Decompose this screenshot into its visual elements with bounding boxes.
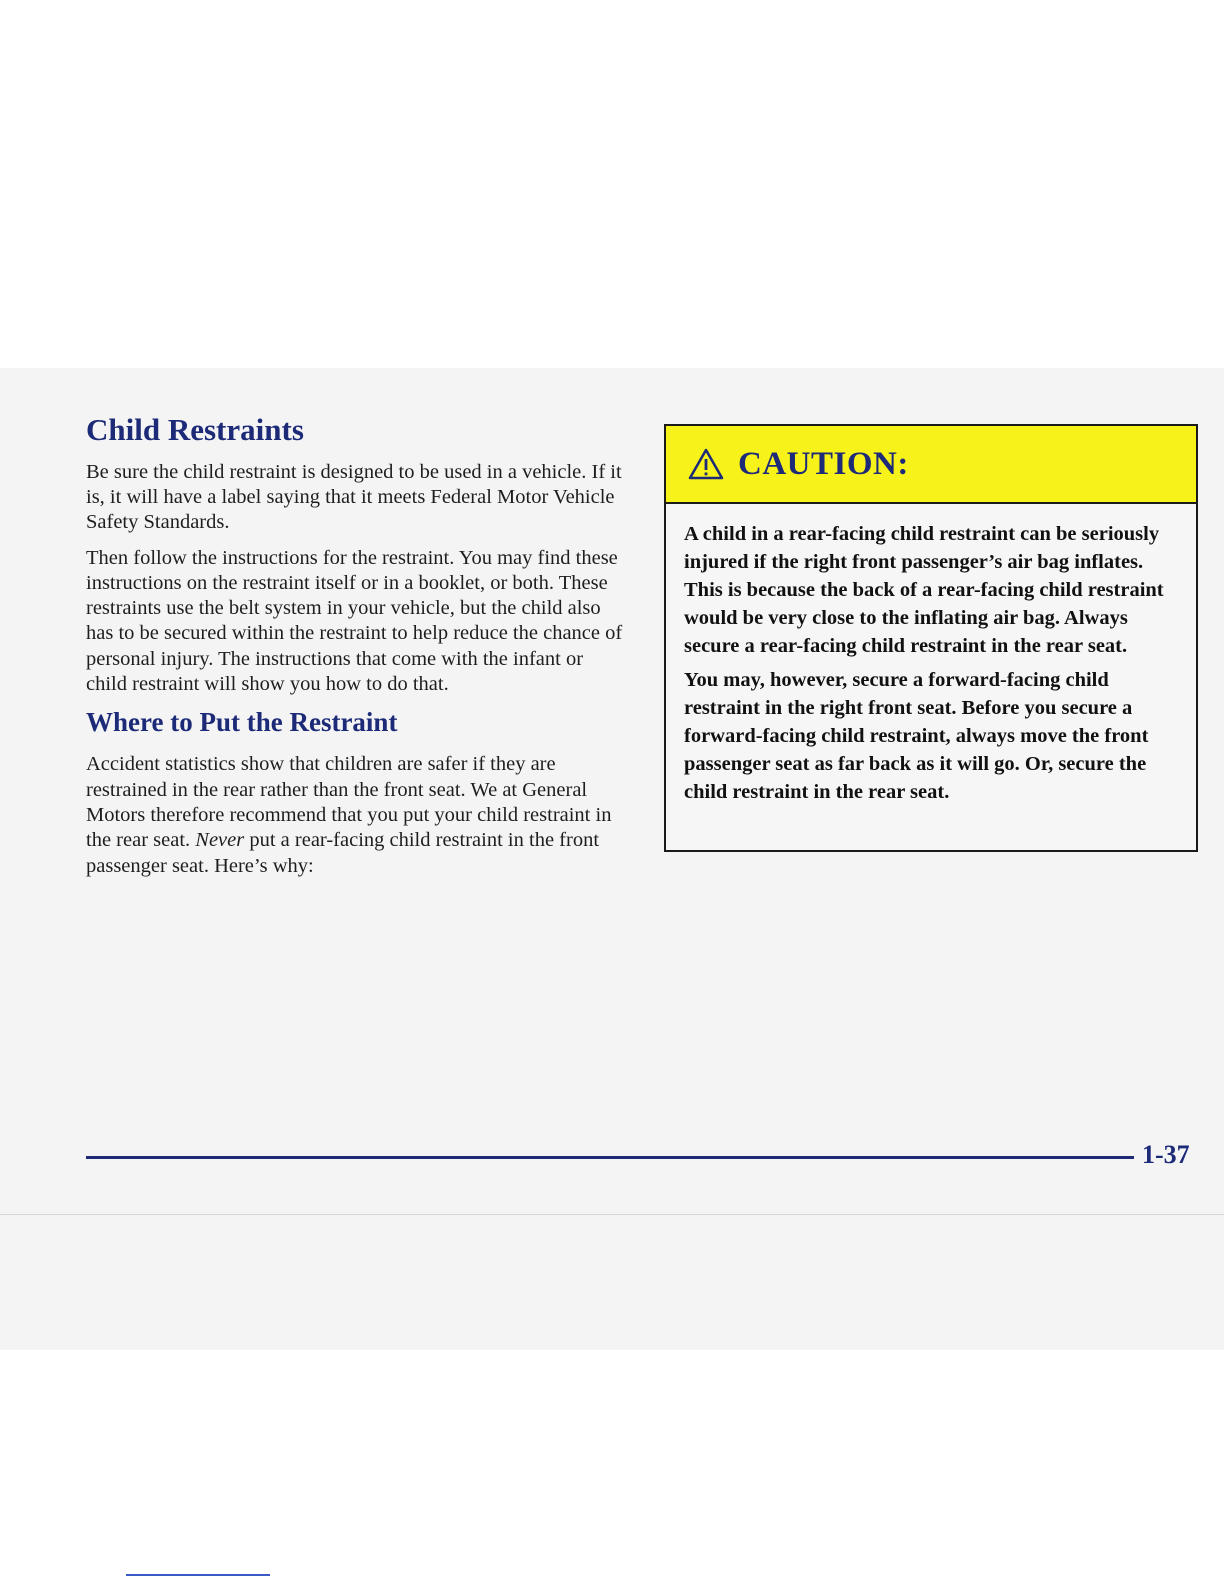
bottom-underline bbox=[126, 1574, 270, 1576]
left-column bbox=[86, 412, 626, 889]
section-title: Child Restraints bbox=[86, 412, 304, 447]
subsection-title: Where to Put the Restraint bbox=[86, 707, 398, 738]
divider bbox=[0, 1214, 1224, 1215]
footer-rule bbox=[86, 1156, 1134, 1159]
subsection-paragraph bbox=[86, 752, 626, 878]
section-paragraph-1: Be sure the child restraint is designed to be used in a vehicle. If it is, it will have a label saying that it meets Federal Motor Vehicle Safety Standards. bbox=[86, 460, 622, 534]
caution-title: CAUTION: bbox=[738, 445, 909, 482]
caution-header bbox=[666, 426, 1196, 504]
subsection-emphasis: Never bbox=[195, 829, 245, 852]
caution-body bbox=[666, 504, 1196, 806]
subsection-text-part1: Accident statistics show that children are safer if they are restrained in the rear rather than the front seat. We at General Motors therefore recommend that you put your child restraint in the rear seat. bbox=[86, 753, 612, 852]
caution-box bbox=[664, 424, 1198, 852]
subsection-text-part2: put a rear-facing child restraint in the front passenger seat. Here’s why: bbox=[86, 829, 600, 877]
page-number: 1-37 bbox=[1142, 1140, 1190, 1169]
caution-paragraph-1: A child in a rear-facing child restraint can be seriously injured if the right front passenger’s air bag inflates. This is because the back of a rear-facing child restraint would be very close to the inflating air bag. Always secure a rear-facing child restraint in the rear seat. bbox=[684, 523, 1164, 657]
caution-paragraph-2: You may, however, secure a forward-facing child restraint in the right front seat. Before you secure a forward-facing child restraint, always move the front passenger seat as far back as it will go. Or, secure the child restraint in the rear seat. bbox=[684, 669, 1149, 803]
warning-triangle-icon bbox=[688, 448, 724, 480]
section-paragraph-2: Then follow the instructions for the restraint. You may find these instructions on the restraint itself or in a booklet, or both. These restraints use the belt system in your vehicle, but the child also has to be secured within the restraint to help reduce the chance of personal injury. The instructions that come with the infant or child restraint will show you how to do that. bbox=[86, 546, 623, 696]
